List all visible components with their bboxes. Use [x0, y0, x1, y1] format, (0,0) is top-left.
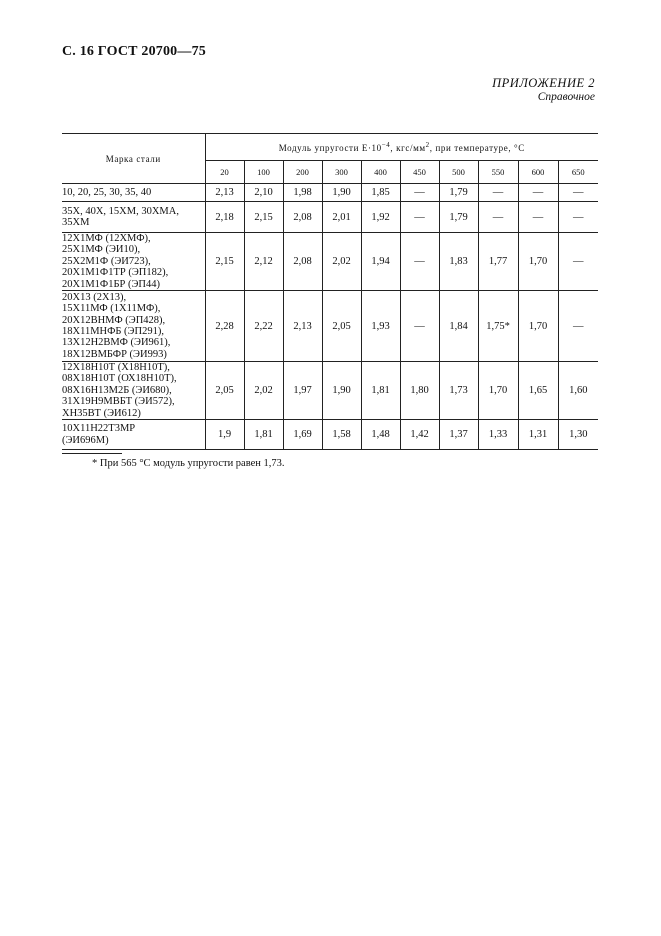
modulus-value-cell: — — [478, 184, 518, 202]
steel-grade-line: 15Х11МФ (1Х11МФ), — [62, 303, 161, 315]
modulus-value-cell: 1,79 — [439, 184, 478, 202]
modulus-value-cell: 1,75* — [478, 291, 518, 362]
modulus-value-cell: 2,15 — [205, 233, 244, 291]
steel-grade-line: 18Х12ВМБФР (ЭИ993) — [62, 348, 167, 360]
modulus-value-cell: 1,33 — [478, 420, 518, 450]
modulus-value-cell: 1,30 — [558, 420, 598, 450]
modulus-value-cell: — — [400, 202, 439, 233]
modulus-value-cell: 1,98 — [283, 184, 322, 202]
modulus-value-cell: 1,58 — [322, 420, 361, 450]
footnote: * При 565 °С модуль упругости равен 1,73. — [92, 458, 285, 469]
footnote-divider — [62, 453, 122, 454]
modulus-value-cell: 1,85 — [361, 184, 400, 202]
steel-grade-cell — [62, 184, 205, 202]
steel-grade-line: 20Х13 (2Х13), — [62, 291, 127, 303]
modulus-value-cell: 1,92 — [361, 202, 400, 233]
modulus-value-cell: — — [400, 291, 439, 362]
modulus-value-cell: 2,22 — [244, 291, 283, 362]
modulus-value-cell: 1,9 — [205, 420, 244, 450]
modulus-value-cell: — — [558, 233, 598, 291]
modulus-value-cell: 1,60 — [558, 362, 598, 420]
table-row — [62, 291, 598, 362]
steel-grade-line: 12Х18Н10Т (Х18Н10Т), — [62, 362, 170, 374]
modulus-value-cell: 1,94 — [361, 233, 400, 291]
modulus-value-cell: 1,90 — [322, 184, 361, 202]
temperature-header: 600 — [518, 161, 558, 184]
steel-grade-line: 13Х12Н2ВМФ (ЭИ961), — [62, 337, 171, 349]
steel-grade-line: 20Х1М1Ф1ТР (ЭП182), — [62, 267, 169, 279]
modulus-value-cell: — — [400, 233, 439, 291]
table-row — [62, 362, 598, 420]
modulus-value-cell: 1,37 — [439, 420, 478, 450]
steel-grade-line: 10, 20, 25, 30, 35, 40 — [62, 186, 152, 198]
temperature-header: 20 — [205, 161, 244, 184]
modulus-value-cell: 1,65 — [518, 362, 558, 420]
modulus-value-cell: 2,02 — [244, 362, 283, 420]
modulus-value-cell: — — [518, 202, 558, 233]
modulus-value-cell: — — [558, 291, 598, 362]
steel-grade-cell — [62, 420, 205, 450]
steel-grade-line: 18Х11МНФБ (ЭП291), — [62, 326, 164, 338]
modulus-value-cell: 1,81 — [361, 362, 400, 420]
modulus-value-cell: 2,15 — [244, 202, 283, 233]
steel-grade-cell — [62, 233, 205, 291]
elastic-modulus-table — [62, 133, 598, 450]
modulus-value-cell: 2,28 — [205, 291, 244, 362]
modulus-value-cell: 2,05 — [322, 291, 361, 362]
table-row — [62, 184, 598, 202]
steel-grade-line: ХН35ВТ (ЭИ612) — [62, 407, 141, 419]
steel-grade-line: 08Х16Н13М2Б (ЭИ680), — [62, 384, 172, 396]
modulus-value-cell: 1,42 — [400, 420, 439, 450]
appendix-label — [492, 76, 595, 103]
modulus-value-cell: — — [400, 184, 439, 202]
modulus-value-cell: — — [558, 184, 598, 202]
steel-grade-line: 12Х1МФ (12ХМФ), — [62, 233, 151, 244]
modulus-value-cell: 2,18 — [205, 202, 244, 233]
modulus-value-cell: 2,08 — [283, 202, 322, 233]
steel-grade-line: 35ХМ — [62, 217, 90, 228]
steel-grade-cell — [62, 291, 205, 362]
steel-grade-cell — [62, 362, 205, 420]
modulus-value-cell: 1,73 — [439, 362, 478, 420]
modulus-value-cell: 2,02 — [322, 233, 361, 291]
temperature-header: 400 — [361, 161, 400, 184]
table-row — [62, 233, 598, 291]
modulus-value-cell: 1,80 — [400, 362, 439, 420]
modulus-value-cell: 1,69 — [283, 420, 322, 450]
modulus-value-cell: 1,77 — [478, 233, 518, 291]
steel-grade-line: 20Х12ВНМФ (ЭП428), — [62, 314, 166, 326]
modulus-value-cell: 2,10 — [244, 184, 283, 202]
modulus-value-cell: — — [518, 184, 558, 202]
temperature-header: 450 — [400, 161, 439, 184]
steel-grade-line: 35Х, 40Х, 15ХМ, 30ХМА, — [62, 205, 179, 217]
modulus-value-cell: 1,84 — [439, 291, 478, 362]
modulus-value-cell: 2,01 — [322, 202, 361, 233]
temperature-header: 300 — [322, 161, 361, 184]
steel-grade-cell — [62, 202, 205, 233]
modulus-value-cell: 2,08 — [283, 233, 322, 291]
temperature-header: 100 — [244, 161, 283, 184]
modulus-value-cell: 2,05 — [205, 362, 244, 420]
modulus-value-cell: 1,81 — [244, 420, 283, 450]
modulus-value-cell: 1,79 — [439, 202, 478, 233]
grade-column-header: Марка стали — [62, 134, 205, 184]
steel-grade-line: (ЭИ696М) — [62, 434, 109, 446]
modulus-value-cell: 1,48 — [361, 420, 400, 450]
modulus-value-cell: 1,70 — [518, 233, 558, 291]
page-title: С. 16 ГОСТ 20700—75 — [62, 44, 206, 59]
table-row — [62, 202, 598, 233]
modulus-value-cell: 1,97 — [283, 362, 322, 420]
temperature-header: 200 — [283, 161, 322, 184]
temperature-header: 650 — [558, 161, 598, 184]
steel-grade-line: 20Х1М1Ф1БР (ЭП44) — [62, 278, 160, 290]
modulus-value-cell: 1,93 — [361, 291, 400, 362]
modulus-value-cell: 2,13 — [205, 184, 244, 202]
modulus-value-cell: 2,12 — [244, 233, 283, 291]
modulus-column-header: Модуль упругости $E\cdot 10^{-4}$, кгс/$мм^2$, при температуре, °С — [205, 134, 598, 161]
steel-grade-line: 25Х2М1Ф (ЭИ723), — [62, 255, 151, 267]
steel-grade-line: 31Х19Н9МВБТ (ЭИ572), — [62, 396, 175, 408]
steel-grade-line: 25Х1МФ (ЭИ10), — [62, 244, 141, 256]
modulus-value-cell: 1,90 — [322, 362, 361, 420]
steel-grade-line: 10Х11Н22Т3МР — [62, 423, 136, 435]
modulus-value-cell: 1,31 — [518, 420, 558, 450]
modulus-value-cell: 1,83 — [439, 233, 478, 291]
modulus-value-cell: — — [478, 202, 518, 233]
modulus-value-cell: 1,70 — [478, 362, 518, 420]
modulus-value-cell: — — [558, 202, 598, 233]
modulus-value-cell: 2,13 — [283, 291, 322, 362]
modulus-value-cell: 1,70 — [518, 291, 558, 362]
appendix-title: ПРИЛОЖЕНИЕ 2 — [492, 76, 595, 90]
temperature-header: 550 — [478, 161, 518, 184]
appendix-subtitle: Справочное — [537, 91, 595, 103]
table-row — [62, 420, 598, 450]
temperature-header: 500 — [439, 161, 478, 184]
steel-grade-line: 08Х18Н10Т (ОХ18Н10Т), — [62, 373, 177, 385]
